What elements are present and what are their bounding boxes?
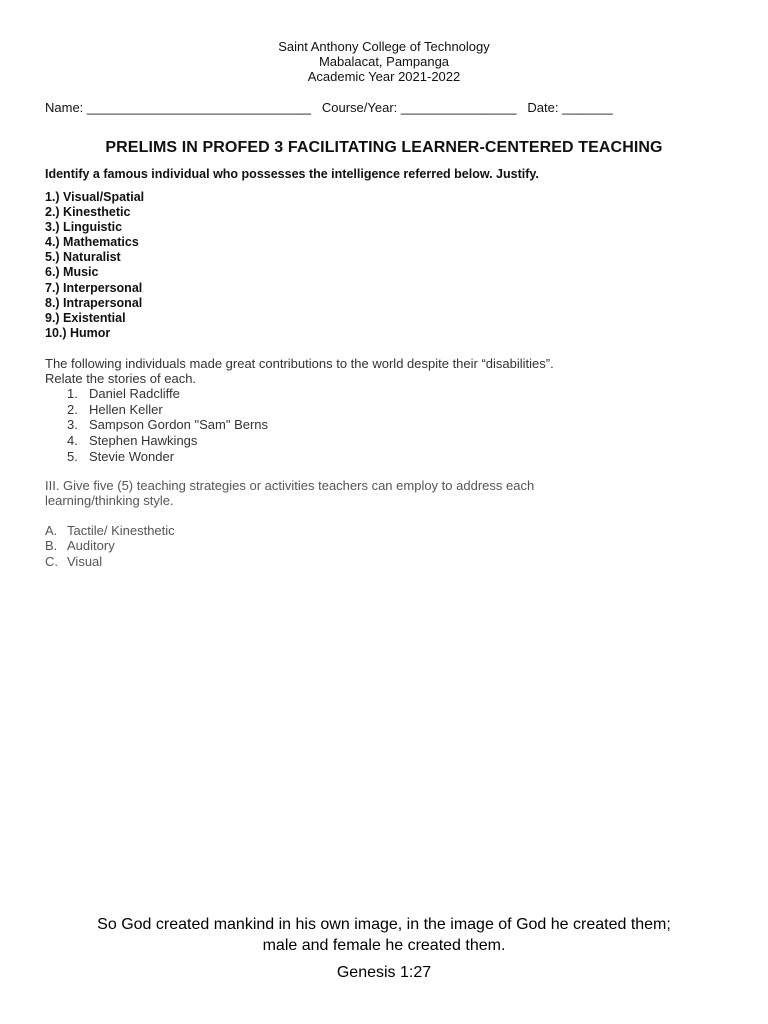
list-item: 3.) Linguistic — [45, 220, 123, 235]
list-item — [45, 538, 175, 553]
item-number: 2. — [67, 401, 78, 417]
list-item: 5.) Naturalist — [45, 250, 121, 265]
item-number: 3. — [67, 417, 78, 433]
part3-line1: III. Give five (5) teaching strategies or activities teachers can employ to address each — [45, 478, 535, 493]
academic-year: Academic Year 2021-2022 — [307, 69, 461, 84]
list-item: 2.) Kinesthetic — [45, 205, 131, 220]
item-number: 4. — [67, 433, 78, 449]
exam-title: PRELIMS IN PROFED 3 FACILITATING LEARNER-CENTERED TEACHING — [105, 139, 663, 156]
list-item — [45, 554, 175, 569]
item-letter: A. — [45, 523, 58, 538]
part2-line1: The following individuals made great contributions to the world despite their “disabilities”. — [45, 356, 554, 371]
person-name: Hellen Keller — [89, 401, 163, 417]
list-item — [67, 417, 268, 433]
list-item — [67, 386, 268, 402]
item-letter: C. — [45, 553, 58, 569]
list-item — [67, 449, 268, 465]
student-info-line — [45, 100, 735, 115]
part2-line2: Relate the stories of each. — [45, 371, 197, 386]
instruction-text: Identify a famous individual who possesses the intelligence referred below. Justify. — [45, 167, 539, 181]
verse-line2: male and female he created them. — [262, 937, 506, 954]
style-label: Visual — [67, 553, 103, 569]
date-field: Date: _______ — [527, 100, 613, 115]
list-item: 9.) Existential — [45, 310, 126, 325]
people-list — [67, 386, 268, 465]
verse-line1: So God created mankind in his own image, in the image of God he created them; — [97, 916, 671, 933]
list-item: 1.) Visual/Spatial — [45, 190, 145, 204]
person-name: Daniel Radcliffe — [89, 386, 180, 401]
person-name: Stevie Wonder — [89, 448, 175, 464]
list-item — [67, 402, 268, 418]
item-number: 1. — [67, 386, 78, 401]
part2-instructions — [45, 356, 554, 386]
list-item — [45, 523, 175, 538]
list-item: 10.) Humor — [45, 325, 111, 340]
item-number: 5. — [67, 448, 78, 464]
style-label: Tactile/ Kinesthetic — [67, 523, 175, 538]
list-item: 7.) Interpersonal — [45, 280, 143, 295]
school-name: Saint Anthony College of Technology — [278, 39, 490, 54]
name-field: Name: _______________________________ — [45, 100, 312, 115]
style-label: Auditory — [67, 538, 115, 554]
person-name: Stephen Hawkings — [89, 433, 198, 449]
list-item — [67, 433, 268, 449]
person-name: Sampson Gordon "Sam" Berns — [89, 417, 269, 433]
part3-line2: learning/thinking style. — [45, 493, 174, 508]
verse-reference: Genesis 1:27 — [336, 964, 432, 981]
learning-style-list — [45, 523, 175, 569]
course-year-field: Course/Year: ________________ — [321, 100, 517, 115]
list-item: 4.) Mathematics — [45, 235, 139, 250]
bible-verse — [0, 914, 768, 956]
list-item: 8.) Intrapersonal — [45, 295, 143, 310]
item-letter: B. — [45, 538, 58, 554]
part3-instructions — [45, 478, 665, 508]
document-header — [0, 39, 768, 84]
intelligence-list — [45, 190, 144, 341]
school-location: Mabalacat, Pampanga — [318, 54, 450, 69]
list-item: 6.) Music — [45, 265, 99, 280]
